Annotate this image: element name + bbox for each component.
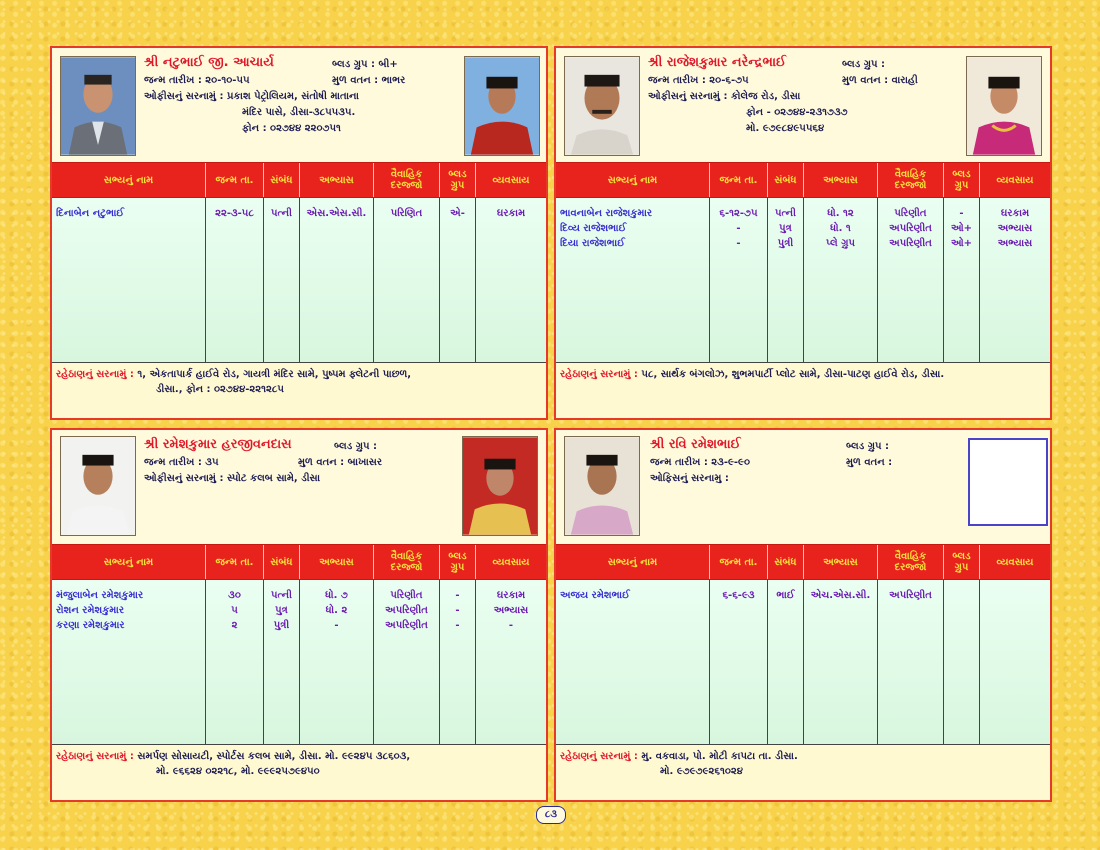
address-label: રહેઠાણનું સરનામું : <box>56 751 134 762</box>
cell-dob: - <box>736 238 741 249</box>
dob: જન્મ તારીખ : ૨૦-૬-૭૫ <box>648 75 749 86</box>
cell-education: ધો. ૧૨ <box>827 208 854 219</box>
head-photo <box>60 436 136 536</box>
member-card <box>50 428 548 802</box>
cell-dob: ૨ <box>231 620 238 631</box>
address-line-1: ૫૮, સાર્થક બંગલોઝ, શુભમપાર્ટી પ્લોટ સામે, ડીસા-પાટણ હાઈવે રોડ, ડીસા. <box>641 369 945 380</box>
cell-relation: પત્ની <box>775 208 796 219</box>
cell-dob: - <box>736 223 741 234</box>
head-name: શ્રી નટુભાઈ જી. આચાર્ય <box>144 55 274 70</box>
office-mobile: મો. ૯૭૯૮૪૯૫૫૬૪ <box>746 123 825 134</box>
dob: જન્મ તારીખ : ૨૦-૧૦-૫૫ <box>144 75 250 86</box>
cell-relation: ભાઈ <box>776 590 795 601</box>
office-address-2: મંદિર પાસે, ડીસા-૩૮૫૫૩૫. <box>242 107 356 118</box>
spouse-photo <box>966 56 1042 156</box>
col-name: સભ્યનું નામ <box>52 163 206 197</box>
cell-blood: - <box>959 208 964 219</box>
address-label: રહેઠાણનું સરનામું : <box>560 369 638 380</box>
head-name: શ્રી રાજેશકુમાર નરેન્દ્રભાઈ <box>648 55 787 70</box>
office-address: ઓફીસનું સરનામું : કોલેજ રોડ, ડીસા <box>648 91 801 102</box>
blood-group: બ્લડ ગ્રુપ : <box>846 441 889 452</box>
cell-occupation: - <box>508 620 514 631</box>
address-line-2: મો. ૯૬૬૨૪ ૦૨૨૧૮, મો. ૯૯૯૨૫૭૯૪૫૦ <box>156 766 320 777</box>
col-dob: જન્મ તા. <box>206 163 264 197</box>
col-name: સભ્યનું નામ <box>556 545 710 579</box>
page-number: ૮૩ <box>536 806 566 824</box>
native-place: મુળ વતન : વારાહી <box>842 75 918 86</box>
col-relation: સંબંધ <box>264 163 300 197</box>
col-dob: જન્મ તા. <box>206 545 264 579</box>
spouse-photo-placeholder <box>968 438 1048 526</box>
members-table <box>52 544 546 744</box>
residence-address <box>52 362 546 418</box>
col-education: અભ્યાસ <box>804 163 878 197</box>
col-name: સભ્યનું નામ <box>556 163 710 197</box>
col-education: અભ્યાસ <box>300 545 374 579</box>
address-label: રહેઠાણનું સરનામું : <box>56 369 134 380</box>
cell-relation: પુત્ર <box>779 223 792 234</box>
cell-dob: ૩૦ <box>228 590 241 601</box>
dob: જન્મ તારીખ : ૨૩-૯-૯૦ <box>650 457 750 468</box>
cell-marital: પરિણીત <box>894 208 927 219</box>
cell-dob: ૫ <box>231 605 238 616</box>
cell-blood: ઓ+ <box>950 223 973 234</box>
office-address: ઓફીસનું સરનામું : સ્પોટ કલબ સામે, ડીસા <box>144 473 321 484</box>
dob: જન્મ તારીખ : ૩૫ <box>144 457 219 468</box>
col-marital: વૈવાહિક દરજ્જો <box>374 163 440 197</box>
cell-blood: - <box>455 620 460 631</box>
col-marital: વૈવાહિક દરજ્જો <box>878 163 944 197</box>
cell-name: દિવ્ય રાજેશભાઈ <box>560 223 627 234</box>
cell-name: દિનાબેન નટુભાઈ <box>56 208 125 219</box>
table-header <box>556 544 1050 580</box>
table-header <box>52 162 546 198</box>
cell-education: એચ.એસ.સી. <box>810 590 871 601</box>
office-phone: ફોન : ૦૨૭૪૪ ૨૨૦૭૫૧ <box>242 123 341 134</box>
cell-relation: પુત્રી <box>273 620 290 631</box>
cell-name: ભાવનાબેન રાજેશકુમાર <box>560 208 653 219</box>
col-occupation: વ્યવસાય <box>996 174 1034 186</box>
cell-blood: - <box>455 590 460 601</box>
native-place: મુળ વતન : <box>846 457 893 468</box>
cell-name: મંજુલાબેન રમેશકુમાર <box>56 590 144 601</box>
col-relation: સંબંધ <box>768 545 804 579</box>
col-education: અભ્યાસ <box>300 163 374 197</box>
cell-name: રોશન રમેશકુમાર <box>56 605 124 616</box>
cell-name: કરણા રમેશકુમાર <box>56 620 125 631</box>
cell-marital: પરિણીત <box>390 590 423 601</box>
cell-education: પ્લે ગ્રુપ <box>825 238 855 249</box>
cell-education: ધો. ૭ <box>325 590 348 601</box>
cell-marital: અપરિણીત <box>889 590 932 601</box>
member-card <box>554 428 1052 802</box>
col-education: અભ્યાસ <box>804 545 878 579</box>
cell-occupation: ઘરકામ <box>496 590 526 601</box>
col-occupation: વ્યવસાય <box>492 556 530 568</box>
cell-blood: - <box>455 605 460 616</box>
blood-group: બ્લડ ગ્રુપ : બી+ <box>332 59 398 70</box>
cell-occupation: અભ્યાસ <box>997 223 1033 234</box>
residence-address <box>556 744 1050 800</box>
residence-address <box>556 362 1050 418</box>
members-table <box>556 162 1050 362</box>
office-address: ઓફીસનું સરનામું : પ્રકાશ પેટ્રોલિયમ, સંતોષી માતાના <box>144 91 359 102</box>
col-relation: સંબંધ <box>768 163 804 197</box>
cell-education: ધો. ૧ <box>830 223 851 234</box>
spouse-photo <box>462 436 538 536</box>
col-blood: બ્લડ ગ્રુપ <box>440 163 476 197</box>
cell-dob: ૬-૧૨-૭૫ <box>719 208 758 219</box>
native-place: મુળ વતન : ભાભર <box>332 75 406 86</box>
cell-blood: એ- <box>450 208 465 219</box>
residence-address <box>52 744 546 800</box>
address-label: રહેઠાણનું સરનામું : <box>560 751 638 762</box>
head-name: શ્રી રવિ રમેશભાઈ <box>650 437 741 452</box>
cell-relation: પત્ની <box>271 590 292 601</box>
spouse-photo <box>464 56 540 156</box>
col-dob: જન્મ તા. <box>710 163 768 197</box>
cell-name: દિયા રાજેશભાઈ <box>560 238 625 249</box>
cell-relation: પુત્ર <box>275 605 288 616</box>
native-place: મુળ વતન : બાખાસર <box>298 457 383 468</box>
cell-relation: પુત્રી <box>777 238 794 249</box>
office-address: ઓફિસનું સરનામુ : <box>650 473 729 484</box>
cell-dob: ૬-૬-૯૩ <box>722 590 755 601</box>
head-photo <box>564 56 640 156</box>
head-photo <box>60 56 136 156</box>
cell-education: - <box>334 620 339 631</box>
col-relation: સંબંધ <box>264 545 300 579</box>
cell-marital: અપરિણીત <box>385 620 428 631</box>
head-photo <box>564 436 640 536</box>
members-table <box>52 162 546 362</box>
cell-occupation: અભ્યાસ <box>997 238 1033 249</box>
member-card <box>554 46 1052 420</box>
blood-group: બ્લડ ગ્રુપ : <box>334 441 377 452</box>
col-marital: વૈવાહિક દરજ્જો <box>374 545 440 579</box>
col-occupation: વ્યવસાય <box>996 556 1034 568</box>
cell-dob: ૨૨-૩-૫૮ <box>215 208 254 219</box>
address-line-2: ડીસા., ફોન : ૦૨૭૪૪-૨૨૧૨૮૫ <box>156 384 285 395</box>
office-phone: ફોન - ૦૨૭૪૪-૨૩૧૭૩૭ <box>746 107 848 118</box>
cell-marital: અપરિણીત <box>889 238 932 249</box>
blood-group: બ્લડ ગ્રુપ : <box>842 59 885 70</box>
table-header <box>556 162 1050 198</box>
cell-occupation: અભ્યાસ <box>493 605 529 616</box>
cell-marital: પરિણિત <box>390 208 423 219</box>
col-blood: બ્લડ ગ્રુપ <box>944 163 980 197</box>
member-card <box>50 46 548 420</box>
table-header <box>52 544 546 580</box>
cell-relation: પત્ની <box>271 208 292 219</box>
head-name: શ્રી રમેશકુમાર હરજીવનદાસ <box>144 437 292 452</box>
cell-education: એસ.એસ.સી. <box>306 208 367 219</box>
cell-marital: અપરિણીત <box>889 223 932 234</box>
cell-education: ધો. ૨ <box>325 605 348 616</box>
address-line-1: મુ. વકવાડા, પો. મોટી કાપટા તા. ડીસા. <box>641 751 798 762</box>
cell-occupation: ઘરકામ <box>1000 208 1030 219</box>
cell-occupation: ઘરકામ <box>496 208 526 219</box>
col-occupation: વ્યવસાય <box>492 174 530 186</box>
cell-name: અજય રમેશભાઈ <box>560 590 630 601</box>
address-line-1: ૧, એકતાપાર્ક હાઈવે રોડ, ગાયત્રી મંદિર સામે, પુષ્પમ ફ્લેટની પાછળ, <box>137 369 412 380</box>
col-dob: જન્મ તા. <box>710 545 768 579</box>
address-line-2: મો. ૯૭૯૭૯૨૬૧૦૨૪ <box>660 766 743 777</box>
address-line-1: સમર્પણ સોસાયટી, સ્પોર્ટસ કલબ સામે, ડીસા. મો. ૯૯૨૪૫ ૩૮૬૦૩, <box>137 751 411 762</box>
col-marital: વૈવાહિક દરજ્જો <box>878 545 944 579</box>
cell-blood <box>944 588 979 603</box>
col-name: સભ્યનું નામ <box>52 545 206 579</box>
cell-marital: અપરિણીત <box>385 605 428 616</box>
cell-blood: ઓ+ <box>950 238 973 249</box>
col-blood: બ્લડ ગ્રુપ <box>944 545 980 579</box>
cell-occupation <box>980 588 1050 603</box>
col-blood: બ્લડ ગ્રુપ <box>440 545 476 579</box>
members-table <box>556 544 1050 744</box>
